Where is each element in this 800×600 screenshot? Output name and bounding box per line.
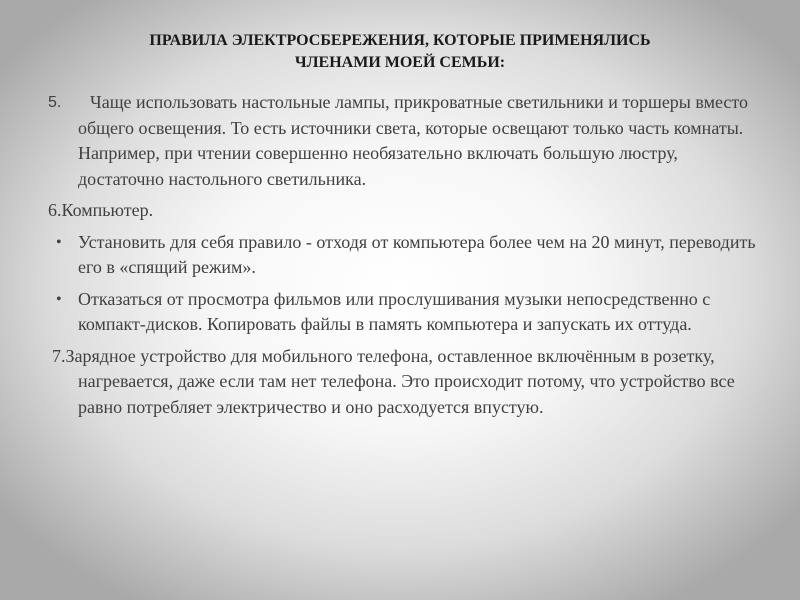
list-item-7: 7.Зарядное устройство для мобильного телефона, оставленное включённым в розетку, нагревается, даже если там нет телефона. Это происходит потому, что устройство все равно потребляет электричество и оно расходуется впустую. <box>52 345 735 417</box>
bullet-icon: • <box>56 233 62 251</box>
bullet-text: Отказаться от просмотра фильмов или прослушивания музыки непосредственно с компакт-дисков. Копировать файлы в память компьютера и запускать их оттуда. <box>78 288 711 334</box>
bullet-item <box>48 230 768 281</box>
list-item-5 <box>48 90 768 192</box>
bullet-item <box>48 287 768 338</box>
bullet-icon: • <box>56 290 62 308</box>
bullet-text: Установить для себя правило - отходя от компьютера более чем на 20 минут, переводить его в «спящий режим». <box>78 231 756 277</box>
slide-title <box>60 30 740 74</box>
slide-title-line-1: ПРАВИЛА ЭЛЕКТРОСБЕРЕЖЕНИЯ, КОТОРЫЕ ПРИМЕНЯЛИСЬ <box>149 32 651 49</box>
slide-title-line-2: ЧЛЕНАМИ МОЕЙ СЕМЬИ: <box>294 54 506 71</box>
list-number: 5. <box>48 94 62 111</box>
slide-content <box>48 90 768 426</box>
section-heading-computer: 6.Компьютер. <box>48 200 154 220</box>
list-item-text: Чаще использовать настольные лампы, прикроватные светильники и торшеры вместо общего освещения. То есть источники света, которые освещают только часть комнаты. Например, при чтении совершенно необязательно включать большую люстру, достаточно настольного светильника. <box>78 92 749 189</box>
